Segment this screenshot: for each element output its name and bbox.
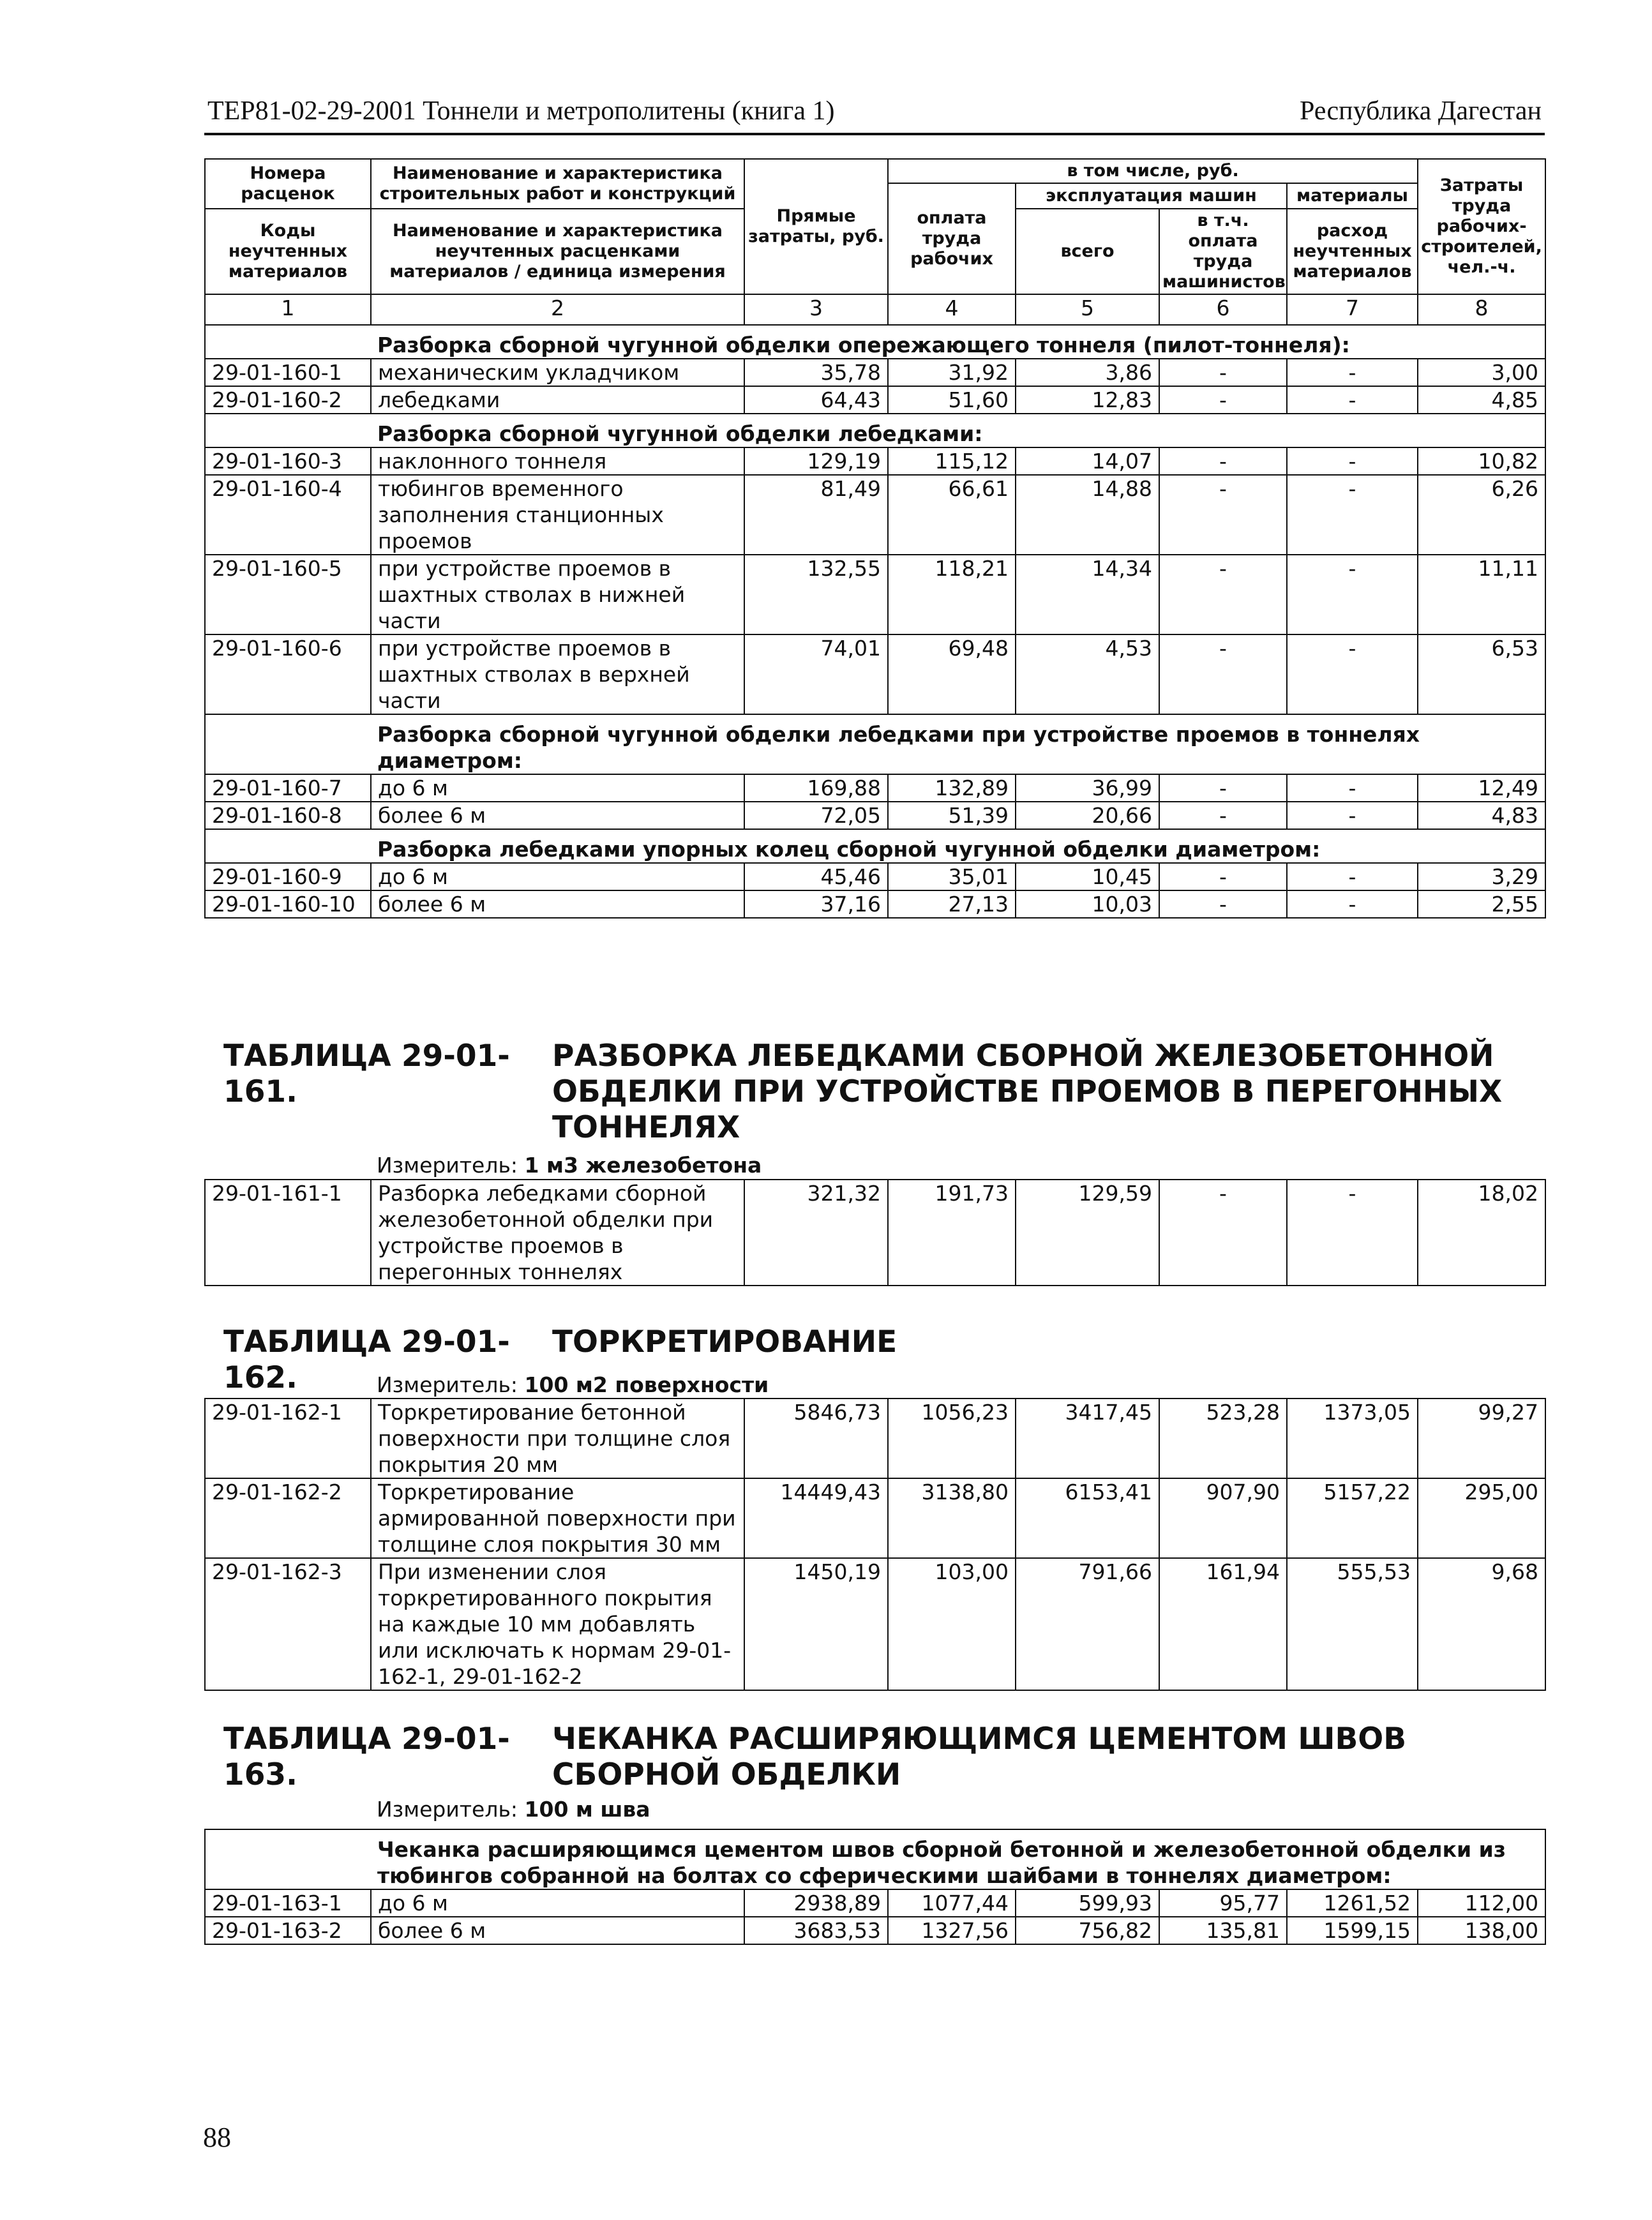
direct-cost: 37,16	[744, 890, 888, 918]
machinist-wages: -	[1159, 863, 1287, 890]
machines-cost: 3,86	[1016, 359, 1159, 386]
direct-cost: 129,19	[744, 447, 888, 475]
machines-cost: 129,59	[1016, 1180, 1159, 1286]
machinist-wages: -	[1159, 774, 1287, 802]
rate-code: 29-01-160-10	[205, 890, 371, 918]
materials-cost: -	[1287, 386, 1418, 414]
labor-hours: 12,49	[1418, 774, 1545, 802]
col-num: 8	[1418, 294, 1545, 325]
labor-hours: 3,29	[1418, 863, 1545, 890]
direct-cost: 74,01	[744, 634, 888, 714]
measure-value: 100 м2 поверхности	[524, 1372, 769, 1397]
machines-cost: 14,07	[1016, 447, 1159, 475]
wages-cost: 27,13	[888, 890, 1016, 918]
rate-row	[205, 386, 1545, 414]
direct-cost: 5846,73	[744, 1399, 888, 1478]
header-right: Республика Дагестан	[1299, 96, 1542, 126]
machines-cost: 756,82	[1016, 1917, 1159, 1944]
section-spacer	[205, 1829, 371, 1889]
machinist-wages: -	[1159, 634, 1287, 714]
col-name-subheader: Наименование и характеристика неучтенных расценками материалов / единица измерения	[371, 209, 744, 294]
direct-cost: 3683,53	[744, 1917, 888, 1944]
table-161-heading	[223, 1039, 1561, 1146]
col-num: 5	[1016, 294, 1159, 325]
section-heading: Разборка сборной чугунной обделки лебедками:	[371, 414, 1545, 447]
direct-cost: 169,88	[744, 774, 888, 802]
running-header	[207, 96, 1542, 126]
table-162-measure	[377, 1372, 769, 1397]
machinist-wages: 907,90	[1159, 1478, 1287, 1558]
measure-value: 1 м3 железобетона	[524, 1153, 762, 1178]
col-name-header: Наименование и характеристика строительных работ и конструкций	[371, 159, 744, 209]
col-mat-cost-header: расход неучтенных материалов	[1287, 209, 1418, 294]
materials-cost: -	[1287, 774, 1418, 802]
machines-cost: 36,99	[1016, 774, 1159, 802]
col-num: 4	[888, 294, 1016, 325]
section-spacer	[205, 414, 371, 447]
section-row	[205, 414, 1545, 447]
labor-hours: 4,85	[1418, 386, 1545, 414]
rate-row	[205, 1889, 1545, 1917]
section-heading: Разборка сборной чугунной обделки опережающего тоннеля (пилот-тоннеля):	[371, 325, 1545, 359]
rate-name: При изменении слоя торкретированного покрытия на каждые 10 мм добавлять или исключать к нормам 29-01-162-1, 29-01-162-2	[371, 1558, 744, 1690]
section-spacer	[205, 714, 371, 774]
machines-cost: 3417,45	[1016, 1399, 1159, 1478]
table-163-title: ЧЕКАНКА РАСШИРЯЮЩИМСЯ ЦЕМЕНТОМ ШВОВ СБОРНОЙ ОБДЕЛКИ	[552, 1721, 1407, 1792]
rate-code: 29-01-160-9	[205, 863, 371, 890]
rate-name: более 6 м	[371, 890, 744, 918]
table-161-title: РАЗБОРКА ЛЕБЕДКАМИ СБОРНОЙ ЖЕЛЕЗОБЕТОННОЙ ОБДЕЛКИ ПРИ УСТРОЙСТВЕ ПРОЕМОВ В ПЕРЕГОННЫХ ТОННЕЛЯХ	[552, 1039, 1503, 1145]
labor-hours: 99,27	[1418, 1399, 1545, 1478]
materials-cost: -	[1287, 447, 1418, 475]
direct-cost: 72,05	[744, 802, 888, 829]
header-rule	[204, 133, 1545, 135]
direct-cost: 321,32	[744, 1180, 888, 1286]
measure-label: Измеритель:	[377, 1372, 518, 1397]
wages-cost: 3138,80	[888, 1478, 1016, 1558]
wages-cost: 115,12	[888, 447, 1016, 475]
section-heading: Разборка сборной чугунной обделки лебедками при устройстве проемов в тоннелях диаметром:	[371, 714, 1545, 774]
rate-name: Торкретирование армированной поверхности при толщине слоя покрытия 30 мм	[371, 1478, 744, 1558]
wages-cost: 66,61	[888, 475, 1016, 555]
col-code-header: Номера расценок	[205, 159, 371, 209]
table-163-label: ТАБЛИЦА 29-01-163.	[223, 1721, 510, 1792]
rate-code: 29-01-160-6	[205, 634, 371, 714]
wages-cost: 1077,44	[888, 1889, 1016, 1917]
col-num: 2	[371, 294, 744, 325]
machinist-wages: 95,77	[1159, 1889, 1287, 1917]
wages-cost: 51,39	[888, 802, 1016, 829]
rate-name: при устройстве проемов в шахтных стволах в нижней части	[371, 555, 744, 634]
wages-cost: 103,00	[888, 1558, 1016, 1690]
rate-row	[205, 555, 1545, 634]
machinist-wages: 161,94	[1159, 1558, 1287, 1690]
rate-name: до 6 м	[371, 1889, 744, 1917]
rate-code: 29-01-160-1	[205, 359, 371, 386]
labor-hours: 9,68	[1418, 1558, 1545, 1690]
direct-cost: 35,78	[744, 359, 888, 386]
wages-cost: 191,73	[888, 1180, 1016, 1286]
materials-cost: -	[1287, 555, 1418, 634]
rate-row	[205, 634, 1545, 714]
col-mach-wages-header: в т.ч. оплата труда машинистов	[1159, 209, 1287, 294]
rate-code: 29-01-160-2	[205, 386, 371, 414]
section-row	[205, 714, 1545, 774]
col-machines-header: эксплуатация машин	[1016, 183, 1287, 209]
machines-cost: 14,88	[1016, 475, 1159, 555]
labor-hours: 2,55	[1418, 890, 1545, 918]
col-labor-header: Затраты труда рабочих-строителей, чел.-ч.	[1418, 159, 1545, 294]
table-163-rows	[205, 1829, 1545, 1944]
rate-row	[205, 802, 1545, 829]
rate-code: 29-01-160-3	[205, 447, 371, 475]
col-incl-header: в том числе, руб.	[888, 159, 1418, 183]
wages-cost: 132,89	[888, 774, 1016, 802]
wages-cost: 51,60	[888, 386, 1016, 414]
rate-row	[205, 1478, 1545, 1558]
col-materials-header: материалы	[1287, 183, 1418, 209]
machines-cost: 10,03	[1016, 890, 1159, 918]
wages-cost: 1056,23	[888, 1399, 1016, 1478]
rate-row	[205, 475, 1545, 555]
rates-table-162	[204, 1398, 1546, 1691]
labor-hours: 4,83	[1418, 802, 1545, 829]
labor-hours: 6,26	[1418, 475, 1545, 555]
wages-cost: 69,48	[888, 634, 1016, 714]
materials-cost: -	[1287, 890, 1418, 918]
rate-name: наклонного тоннеля	[371, 447, 744, 475]
machinist-wages: -	[1159, 890, 1287, 918]
col-num: 3	[744, 294, 888, 325]
col-num: 6	[1159, 294, 1287, 325]
rate-code: 29-01-160-5	[205, 555, 371, 634]
rate-name: Торкретирование бетонной поверхности при толщине слоя покрытия 20 мм	[371, 1399, 744, 1478]
labor-hours: 3,00	[1418, 359, 1545, 386]
machines-cost: 791,66	[1016, 1558, 1159, 1690]
table-160-rows	[205, 325, 1545, 918]
rates-table-163	[204, 1829, 1546, 1945]
labor-hours: 18,02	[1418, 1180, 1545, 1286]
materials-cost: -	[1287, 1180, 1418, 1286]
materials-cost: -	[1287, 634, 1418, 714]
table-162-title: ТОРКРЕТИРОВАНИЕ	[552, 1324, 897, 1360]
rate-name: при устройстве проемов в шахтных стволах в верхней части	[371, 634, 744, 714]
rate-name: тюбингов временного заполнения станционных проемов	[371, 475, 744, 555]
rate-code: 29-01-163-1	[205, 1889, 371, 1917]
wages-cost: 118,21	[888, 555, 1016, 634]
machinist-wages: -	[1159, 386, 1287, 414]
section-heading: Чеканка расширяющимся цементом швов сборной бетонной и железобетонной обделки из тюбингов собранной на болтах со сферическими шайбами в тоннелях диаметром:	[371, 1829, 1545, 1889]
measure-label: Измеритель:	[377, 1797, 518, 1822]
rate-name: лебедками	[371, 386, 744, 414]
machinist-wages: -	[1159, 555, 1287, 634]
machinist-wages: 523,28	[1159, 1399, 1287, 1478]
machinist-wages: -	[1159, 447, 1287, 475]
machinist-wages: -	[1159, 802, 1287, 829]
materials-cost: -	[1287, 359, 1418, 386]
machinist-wages: -	[1159, 359, 1287, 386]
machines-cost: 6153,41	[1016, 1478, 1159, 1558]
column-number-row	[205, 294, 1545, 325]
col-num: 1	[205, 294, 371, 325]
materials-cost: -	[1287, 802, 1418, 829]
measure-label: Измеритель:	[377, 1153, 518, 1178]
materials-cost: -	[1287, 475, 1418, 555]
materials-cost: 1261,52	[1287, 1889, 1418, 1917]
labor-hours: 10,82	[1418, 447, 1545, 475]
section-spacer	[205, 829, 371, 863]
col-direct-header: Прямые затраты, руб.	[744, 159, 888, 294]
rate-name: Разборка лебедками сборной железобетонной обделки при устройстве проемов в перегонных тоннелях	[371, 1180, 744, 1286]
measure-value: 100 м шва	[524, 1797, 650, 1822]
direct-cost: 45,46	[744, 863, 888, 890]
page-number: 88	[203, 2122, 231, 2153]
machinist-wages: -	[1159, 475, 1287, 555]
direct-cost: 64,43	[744, 386, 888, 414]
machinist-wages: -	[1159, 1180, 1287, 1286]
rate-name: до 6 м	[371, 774, 744, 802]
table-161-label: ТАБЛИЦА 29-01-161.	[223, 1039, 510, 1109]
machines-cost: 14,34	[1016, 555, 1159, 634]
direct-cost: 132,55	[744, 555, 888, 634]
labor-hours: 295,00	[1418, 1478, 1545, 1558]
direct-cost: 2938,89	[744, 1889, 888, 1917]
machines-cost: 10,45	[1016, 863, 1159, 890]
materials-cost: 5157,22	[1287, 1478, 1418, 1558]
rate-row	[205, 1399, 1545, 1478]
rate-code: 29-01-160-4	[205, 475, 371, 555]
col-code-subheader: Коды неучтенных материалов	[205, 209, 371, 294]
direct-cost: 1450,19	[744, 1558, 888, 1690]
direct-cost: 81,49	[744, 475, 888, 555]
section-row	[205, 1829, 1545, 1889]
section-heading: Разборка лебедками упорных колец сборной чугунной обделки диаметром:	[371, 829, 1545, 863]
machines-cost: 599,93	[1016, 1889, 1159, 1917]
labor-hours: 112,00	[1418, 1889, 1545, 1917]
labor-hours: 138,00	[1418, 1917, 1545, 1944]
section-row	[205, 829, 1545, 863]
rates-table-160	[204, 158, 1546, 919]
table-162-rows	[205, 1399, 1545, 1690]
rate-name: более 6 м	[371, 1917, 744, 1944]
labor-hours: 6,53	[1418, 634, 1545, 714]
table-161-rows	[205, 1180, 1545, 1286]
table-161-measure	[377, 1153, 762, 1178]
rate-code: 29-01-162-3	[205, 1558, 371, 1690]
rate-code: 29-01-160-8	[205, 802, 371, 829]
section-row	[205, 325, 1545, 359]
table-163-measure	[377, 1797, 650, 1822]
col-mach-total-header: всего	[1016, 209, 1159, 294]
machines-cost: 20,66	[1016, 802, 1159, 829]
rate-name: механическим укладчиком	[371, 359, 744, 386]
rate-name: до 6 м	[371, 863, 744, 890]
rate-row	[205, 1917, 1545, 1944]
wages-cost: 31,92	[888, 359, 1016, 386]
col-wages-header: оплата труда рабочих	[888, 183, 1016, 294]
materials-cost: 555,53	[1287, 1558, 1418, 1690]
materials-cost: -	[1287, 863, 1418, 890]
labor-hours: 11,11	[1418, 555, 1545, 634]
table-163-heading	[223, 1721, 1561, 1793]
rate-name: более 6 м	[371, 802, 744, 829]
wages-cost: 1327,56	[888, 1917, 1016, 1944]
rate-code: 29-01-163-2	[205, 1917, 371, 1944]
header-left: ТЕР81-02-29-2001 Тоннели и метрополитены (книга 1)	[207, 96, 835, 126]
direct-cost: 14449,43	[744, 1478, 888, 1558]
rate-code: 29-01-162-1	[205, 1399, 371, 1478]
rates-table-161	[204, 1179, 1546, 1286]
table-162-label: ТАБЛИЦА 29-01-162.	[223, 1324, 510, 1395]
rate-code: 29-01-161-1	[205, 1180, 371, 1286]
rate-row	[205, 359, 1545, 386]
rate-row	[205, 774, 1545, 802]
rate-row	[205, 890, 1545, 918]
materials-cost: 1373,05	[1287, 1399, 1418, 1478]
rate-code: 29-01-162-2	[205, 1478, 371, 1558]
rate-row	[205, 1180, 1545, 1286]
rate-row	[205, 1558, 1545, 1690]
section-spacer	[205, 325, 371, 359]
rate-row	[205, 863, 1545, 890]
rate-row	[205, 447, 1545, 475]
col-num: 7	[1287, 294, 1418, 325]
machines-cost: 4,53	[1016, 634, 1159, 714]
wages-cost: 35,01	[888, 863, 1016, 890]
materials-cost: 1599,15	[1287, 1917, 1418, 1944]
machinist-wages: 135,81	[1159, 1917, 1287, 1944]
rate-code: 29-01-160-7	[205, 774, 371, 802]
machines-cost: 12,83	[1016, 386, 1159, 414]
